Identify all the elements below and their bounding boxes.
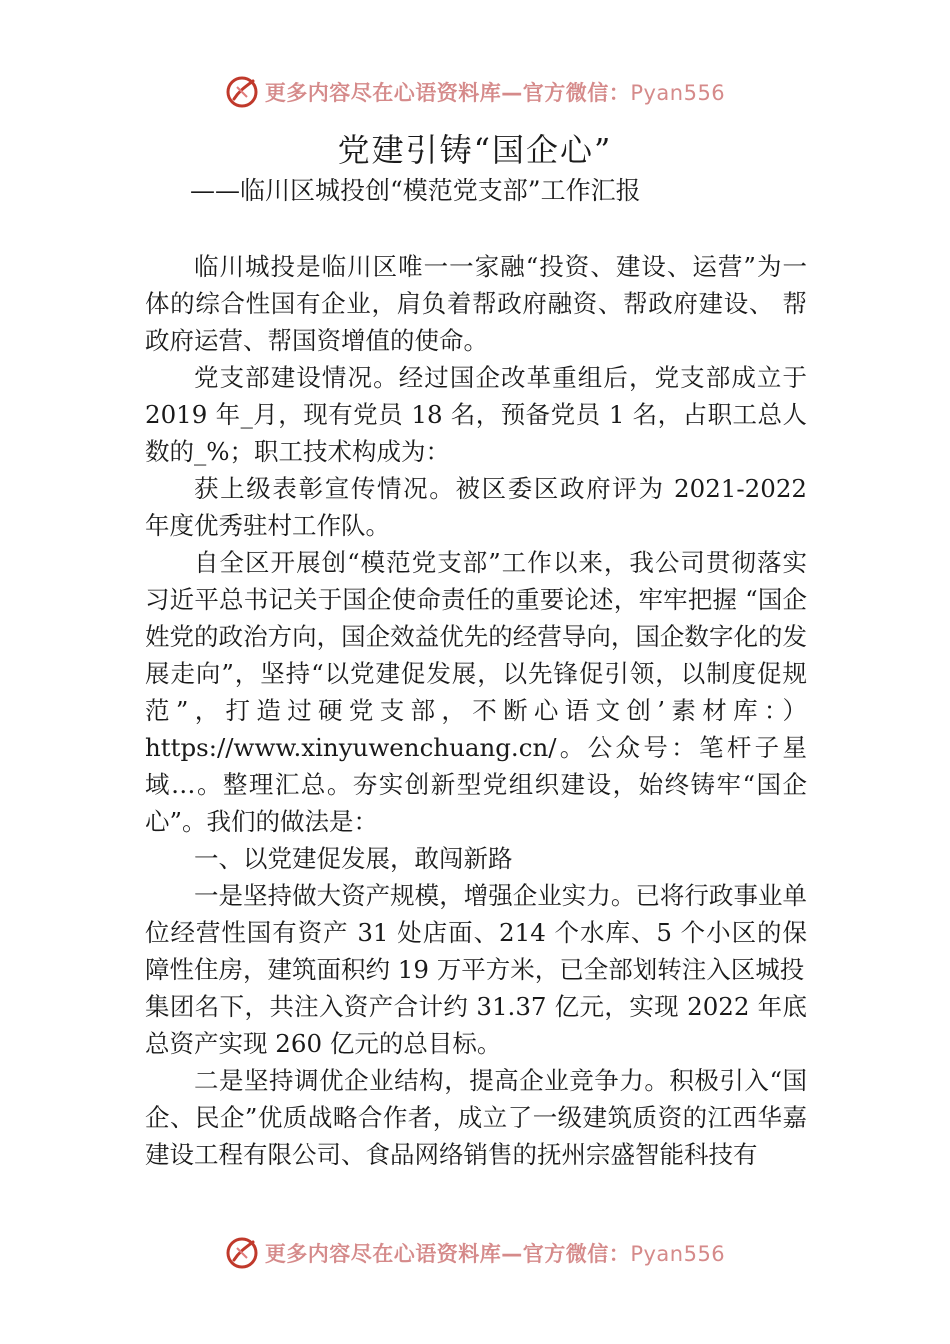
paragraph-structure: 二是坚持调优企业结构，提高企业竞争力。积极引入“国企、民企”优质战略合作者，成立了一级建筑质资的江西华嘉建设工程有限公司、食品网络销售的抚州宗盛智能科技有 bbox=[145, 1066, 807, 1169]
brand-logo-icon bbox=[225, 75, 259, 109]
paragraph-asset-scale: 一是坚持做大资产规模，增强企业实力。已将行政事业单位经营性国有资产 31 处店面、214 个水库、5 个小区的保障性住房，建筑面积约 19 万平方米，已全部划转注入区城投 bbox=[145, 881, 807, 984]
document-title: 党建引铸“国企心” bbox=[337, 131, 613, 169]
banner-handle: Pyan556 bbox=[630, 1242, 726, 1266]
footer-watermark-banner bbox=[0, 1233, 950, 1273]
paragraph-asset-scale-cont: 集团名下，共注入资产合计约 31.37 亿元，实现 2022 年底总资产实现 260 亿元的总目标。 bbox=[145, 992, 807, 1058]
section-heading-1: 一、以党建促发展，敢闯新路 bbox=[194, 844, 513, 873]
banner-text: 更多内容尽在心语资料库—官方微信：Pyan556 bbox=[264, 1242, 726, 1266]
paragraph-awards: 获上级表彰宣传情况。被区委区政府评为 2021-2022 年度优秀驻村工作队。 bbox=[145, 474, 807, 540]
paragraph-intro: 临川城投是临川区唯一一家融“投资、建设、运营”为一体的综合性国有企业，肩负着帮政府融资、帮政府建设、 帮政府运营、帮国资增值的使命。 bbox=[145, 252, 807, 355]
brand-logo-icon bbox=[225, 1236, 259, 1270]
banner-handle: Pyan556 bbox=[630, 81, 726, 105]
document-body bbox=[145, 248, 807, 1173]
paragraph-overview: 自全区开展创“模范党支部”工作以来，我公司贯彻落实习近平总书记关于国企使命责任的重要论述，牢牢把握 “国企姓党的政治方向，国企效益优先的经营导向，国企数字化的发展走向”，坚持“以党建促发展，以先锋促引领，以制度促规范”，打造过硬党支部，不断心语文创’素材库：）https://www.xinyuwenchuang.cn/。公众号：笔杆子星域…。整理汇总。夯实创新型党组织建设，始终铸牢“国企心”。我们的做法是： bbox=[145, 548, 807, 836]
header-watermark-banner bbox=[0, 72, 950, 112]
paragraph-branch-status: 党支部建设情况。经过国企改革重组后，党支部成立于2019 年_月，现有党员 18 名，预备党员 1 名，占职工总人数的_%；职工技术构成为： bbox=[145, 363, 807, 466]
banner-text: 更多内容尽在心语资料库—官方微信：Pyan556 bbox=[264, 81, 726, 105]
document-subtitle: ——临川区城投创“模范党支部”工作汇报 bbox=[190, 176, 641, 205]
